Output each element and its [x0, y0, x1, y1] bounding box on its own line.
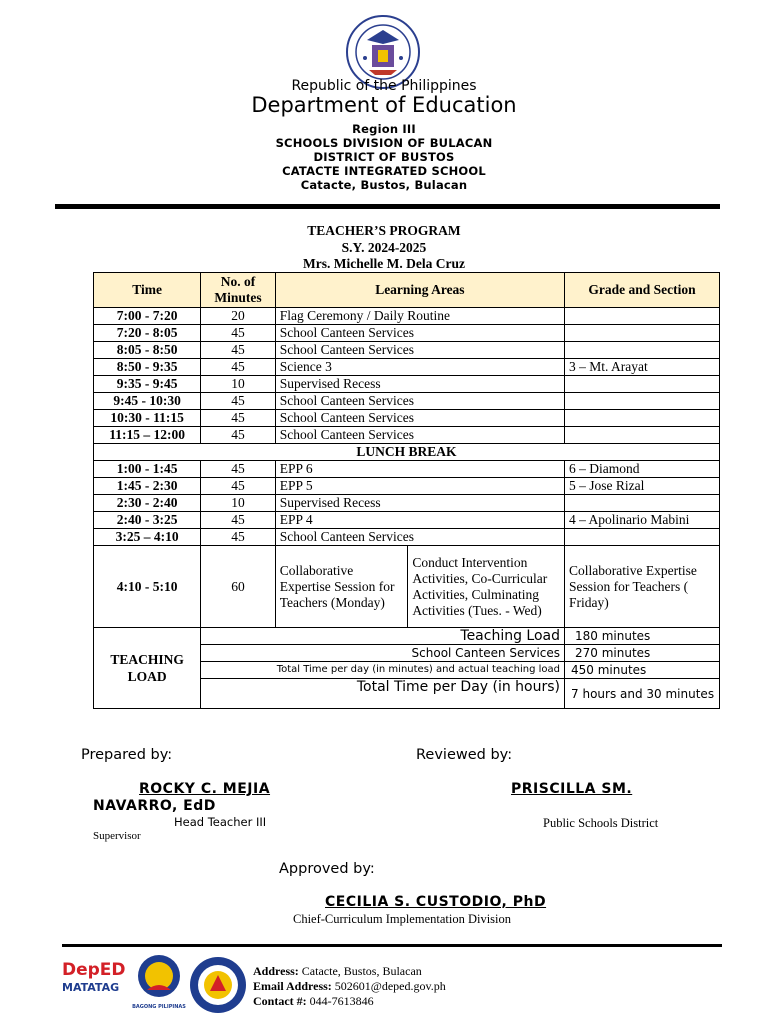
row-area: School Canteen Services	[275, 325, 564, 342]
load-label: School Canteen Services	[201, 645, 565, 662]
schedule-table	[93, 272, 720, 709]
row-area: School Canteen Services	[275, 410, 564, 427]
header-minutes: No. of Minutes	[201, 273, 275, 308]
prepared-position: Head Teacher III	[174, 815, 267, 829]
matatag-logo-text: MATATAG	[62, 981, 120, 994]
load-label: Teaching Load	[201, 628, 565, 645]
location-line: Catacte, Bustos, Bulacan	[300, 178, 468, 192]
row-area: Supervised Recess	[275, 495, 564, 512]
row-minutes: 45	[201, 529, 275, 546]
approved-name: CECILIA S. CUSTODIO, PhD	[325, 894, 547, 910]
department-title: Department of Education	[251, 93, 517, 117]
load-value: 180 minutes	[565, 628, 720, 645]
address-value: Catacte, Bustos, Bulacan	[301, 964, 422, 978]
division-line: SCHOOLS DIVISION OF BULACAN	[275, 136, 493, 150]
region-line: Region III	[352, 122, 416, 136]
row-section: Collaborative Expertise Session for Teachers ( Friday)	[565, 546, 720, 628]
contact-value: 044-7613846	[309, 994, 374, 1008]
row-area: Supervised Recess	[275, 376, 564, 393]
teacher-name: Mrs. Michelle M. Dela Cruz	[303, 256, 465, 271]
header-grade-section: Grade and Section	[565, 273, 720, 308]
row-time: 9:45 - 10:30	[94, 393, 201, 410]
row-area: EPP 4	[275, 512, 564, 529]
row-section	[565, 529, 720, 546]
contact-label: Contact #:	[253, 994, 307, 1008]
row-minutes: 45	[201, 325, 275, 342]
row-area: EPP 6	[275, 461, 564, 478]
row-minutes: 60	[201, 546, 275, 628]
table-row	[94, 461, 720, 478]
row-section: 4 – Apolinario Mabini	[565, 512, 720, 529]
header-rule	[55, 204, 720, 209]
row-minutes: 45	[201, 427, 275, 444]
district-line: DISTRICT OF BUSTOS	[313, 150, 455, 164]
row-time: 2:30 - 2:40	[94, 495, 201, 512]
table-row	[94, 529, 720, 546]
row-area-tue-wed: Conduct Intervention Activities, Co-Curricular Activities, Culminating Activities (Tues. - Wed)	[408, 546, 565, 628]
row-time: 3:25 – 4:10	[94, 529, 201, 546]
email-label: Email Address:	[253, 979, 332, 993]
republic-line: Republic of the Philippines	[291, 78, 477, 94]
bagong-pilipinas-text: BAGONG PILIPINAS	[132, 1004, 186, 1010]
school-seal-icon	[188, 955, 248, 1015]
school-line: CATACTE INTEGRATED SCHOOL	[282, 164, 486, 178]
row-time: 8:50 - 9:35	[94, 359, 201, 376]
load-label: Total Time per Day (in hours)	[201, 679, 565, 709]
load-label: Total Time per day (in minutes) and actual teaching load	[201, 662, 565, 679]
row-area: School Canteen Services	[275, 427, 564, 444]
row-minutes: 10	[201, 495, 275, 512]
row-area: School Canteen Services	[275, 393, 564, 410]
footer-email	[253, 979, 446, 994]
load-value: 450 minutes	[565, 662, 720, 679]
row-area: EPP 5	[275, 478, 564, 495]
table-row	[94, 410, 720, 427]
row-area: School Canteen Services	[275, 529, 564, 546]
table-row	[94, 393, 720, 410]
row-area-monday: Collaborative Expertise Session for Teachers (Monday)	[275, 546, 408, 628]
row-time: 9:35 - 9:45	[94, 376, 201, 393]
load-row	[94, 628, 720, 645]
bagong-pilipinas-logo	[131, 952, 187, 1012]
table-row	[94, 376, 720, 393]
table-row	[94, 308, 720, 325]
header-learning-areas: Learning Areas	[275, 273, 564, 308]
table-row	[94, 359, 720, 376]
reviewed-position-line2: Supervisor	[93, 830, 141, 842]
row-area: Science 3	[275, 359, 564, 376]
row-minutes: 45	[201, 359, 275, 376]
row-minutes: 10	[201, 376, 275, 393]
header-time: Time	[94, 273, 201, 308]
deped-logo-text: DepED	[62, 960, 126, 980]
table-row	[94, 512, 720, 529]
row-section: 5 – Jose Rizal	[565, 478, 720, 495]
row-time: 1:00 - 1:45	[94, 461, 201, 478]
reviewed-by-label: Reviewed by:	[416, 747, 513, 763]
table-row	[94, 546, 720, 628]
row-time: 11:15 – 12:00	[94, 427, 201, 444]
bagong-pilipinas-emblem-icon	[131, 952, 187, 1000]
row-time: 7:20 - 8:05	[94, 325, 201, 342]
row-time: 2:40 - 3:25	[94, 512, 201, 529]
deped-matatag-logo	[62, 960, 124, 1010]
footer-contact	[253, 994, 374, 1009]
lunch-row	[94, 444, 720, 461]
row-section	[565, 308, 720, 325]
load-value: 7 hours and 30 minutes	[565, 679, 720, 709]
row-time: 8:05 - 8:50	[94, 342, 201, 359]
reviewed-name: PRISCILLA SM.	[511, 781, 633, 797]
row-area: School Canteen Services	[275, 342, 564, 359]
table-row	[94, 495, 720, 512]
row-minutes: 45	[201, 410, 275, 427]
row-minutes: 45	[201, 461, 275, 478]
row-section	[565, 410, 720, 427]
row-section	[565, 427, 720, 444]
approved-position: Chief-Curriculum Implementation Division	[293, 912, 512, 926]
row-section	[565, 495, 720, 512]
row-time: 10:30 - 11:15	[94, 410, 201, 427]
teaching-load-label: TEACHING LOAD	[94, 628, 201, 709]
row-section	[565, 342, 720, 359]
row-minutes: 45	[201, 342, 275, 359]
table-row	[94, 427, 720, 444]
row-section	[565, 376, 720, 393]
lunch-break-label: LUNCH BREAK	[94, 444, 720, 461]
row-time: 4:10 - 5:10	[94, 546, 201, 628]
footer-address	[253, 964, 422, 979]
table-row	[94, 342, 720, 359]
prepared-by-label: Prepared by:	[81, 747, 173, 763]
program-title: TEACHER’S PROGRAM	[307, 223, 461, 238]
table-row	[94, 478, 720, 495]
row-time: 7:00 - 7:20	[94, 308, 201, 325]
school-year: S.Y. 2024-2025	[341, 240, 427, 255]
row-area: Flag Ceremony / Daily Routine	[275, 308, 564, 325]
row-minutes: 45	[201, 393, 275, 410]
load-value: 270 minutes	[565, 645, 720, 662]
table-row	[94, 325, 720, 342]
approved-by-label: Approved by:	[279, 861, 375, 877]
email-value[interactable]: 502601@deped.gov.ph	[334, 979, 446, 993]
row-minutes: 20	[201, 308, 275, 325]
row-minutes: 45	[201, 512, 275, 529]
row-time: 1:45 - 2:30	[94, 478, 201, 495]
prepared-name-line2: NAVARRO, EdD	[93, 798, 216, 814]
prepared-name-line1: ROCKY C. MEJIA	[139, 781, 271, 797]
row-section: 3 – Mt. Arayat	[565, 359, 720, 376]
reviewed-position-line1: Public Schools District	[543, 816, 659, 830]
row-section	[565, 325, 720, 342]
address-label: Address:	[253, 964, 299, 978]
row-minutes: 45	[201, 478, 275, 495]
row-section	[565, 393, 720, 410]
row-section: 6 – Diamond	[565, 461, 720, 478]
table-header-row	[94, 273, 720, 308]
footer-rule	[62, 944, 722, 947]
